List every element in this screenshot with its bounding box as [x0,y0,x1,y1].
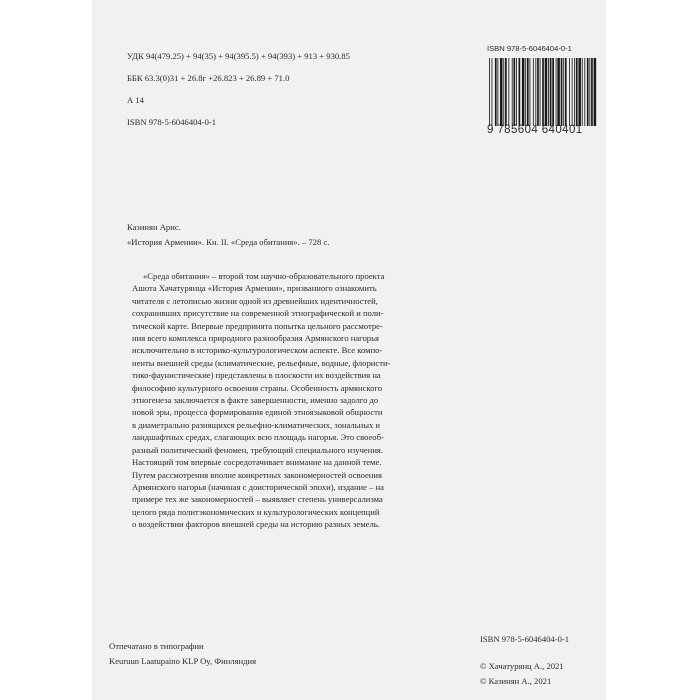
barcode-bar [552,58,554,126]
abstract-line: примере тех же закономерностей – выявляет степень универсализма [132,494,383,505]
barcode-bar [495,58,497,126]
abstract-line: этногенеза заключается в факте завершенности, именно задолго до [132,395,379,406]
abstract-line: разный политический феномен, требующий специального изучения. [132,444,384,455]
author-mark: А 14 [127,95,144,105]
barcode-bars [489,58,597,126]
barcode-bar [589,58,590,126]
copyright-line-2: © Казинян А., 2021 [480,676,552,686]
barcode-bar [587,58,589,126]
citation-title: «История Армении». Кн. II. «Среда обитания». – 728 с. [127,237,330,247]
barcode-bar [557,58,560,126]
printer-line-1: Отпечатано в типографии [109,641,204,651]
barcode-bar [578,58,581,126]
udk-line: УДК 94(479.25) + 94(35) + 94(395.5) + 94(393) + 913 + 930.85 [127,51,350,61]
abstract-line: ния всего комплекса природного разнообразия Армянского нагорья [132,333,379,344]
abstract-line: сохранивших присутствие на современной этнографической и поли- [132,308,384,319]
abstract-line: «Среда обитания» – второй том научно-образовательного проекта [143,271,385,281]
barcode-bar [530,58,531,126]
abstract-line: Армянского нагорья (начиная с доисторической эпохи), издание – на [132,481,384,492]
barcode-bar [569,58,570,126]
abstract-line: Путем рассмотрения вполне конкретных закономерностей освоения [132,469,382,480]
barcode-bar [572,58,573,126]
citation-author: Казинян Арис. [127,222,181,232]
isbn-line: ISBN 978-5-6046404-0-1 [127,117,217,127]
printer-info [109,639,256,669]
barcode-bar [497,58,498,126]
barcode-bar [505,58,507,126]
abstract-line: читателя с летописью жизни одной из древнейших идентичностей, [132,295,378,306]
barcode-bar [537,58,539,126]
barcode-bar [513,58,515,126]
barcode-bar [500,58,503,126]
barcode-bar [542,58,544,126]
abstract-line: в диаметрально разнящихся рельефно-климатических, зональных и [132,419,381,430]
barcode-bar [584,58,585,126]
abstract-line: философию культурного освоения страны. Особенность армянского [132,382,383,393]
barcode-bar [565,58,567,126]
barcode-bar [540,58,541,126]
barcode-bar [576,58,578,126]
bibliographic-block [127,45,350,133]
barcode-bar [489,58,490,126]
abstract-line: ненты внешней среды (климатические, рельефные, водные, флористи- [132,357,391,368]
barcode [487,44,599,144]
printer-line-2: Keuruun Laatupaino KLP Oy, Финляндия [109,656,257,666]
barcode-bar [527,58,529,126]
barcode-bar [591,58,593,126]
abstract-line: исключительно в историко-культурологическом аспекте. Все компо- [132,345,383,356]
citation-block [127,220,329,250]
barcode-bar [574,58,575,126]
barcode-bar [525,58,526,126]
barcode-bar [522,58,525,126]
barcode-bar [548,58,549,126]
barcode-bar [533,58,534,126]
abstract-text [132,270,462,531]
barcode-bar [550,58,552,126]
abstract-line: целого ряда политэкономических и культурологических концепций [132,506,380,517]
barcode-bar [545,58,548,126]
barcode-bar [535,58,536,126]
barcode-bar [556,58,557,126]
copyright-isbn: ISBN 978-5-6046404-0-1 [480,634,570,644]
barcode-bar [512,58,513,126]
barcode-bar [516,58,517,126]
barcode-bar [503,58,504,126]
barcode-bar [519,58,521,126]
abstract-line: тической карте. Впервые предпринята попытка цельного рассмотре- [132,320,383,331]
copyright-block [480,632,569,690]
book-page [92,0,606,700]
barcode-bar [492,58,493,126]
abstract-line: Ашота Хачатурянца «История Армении», призванного ознакомить [132,283,377,294]
abstract-line: ландшафтных средах, слагающих всю площадь нагорья. Это своеоб- [132,432,384,443]
bbk-line: ББК 63.3(0)31 + 26.8г +26.823 + 26.89 + 71.0 [127,73,290,83]
abstract-line: о воздействии факторов внешней среды на историю разных земель. [132,519,380,530]
abstract-line: новой эры, процесса формирования единой этноязыковой общности [132,407,383,418]
barcode-bar [582,58,583,126]
abstract-line: Настоящий том впервые сосредотачивает внимание на данной теме. [132,457,382,468]
barcode-bar [563,58,564,126]
barcode-digits: 9 785604 640401 [487,124,583,136]
barcode-bar [594,58,597,126]
abstract-line: тико-фаунистические) представлены в плоскости их воздействия на [132,370,381,381]
copyright-line-1: © Хачатурянц А., 2021 [480,660,564,671]
barcode-isbn-label: ISBN 978-5-6046404-0-1 [487,44,572,53]
barcode-bar [561,58,563,126]
barcode-bar [508,58,509,126]
